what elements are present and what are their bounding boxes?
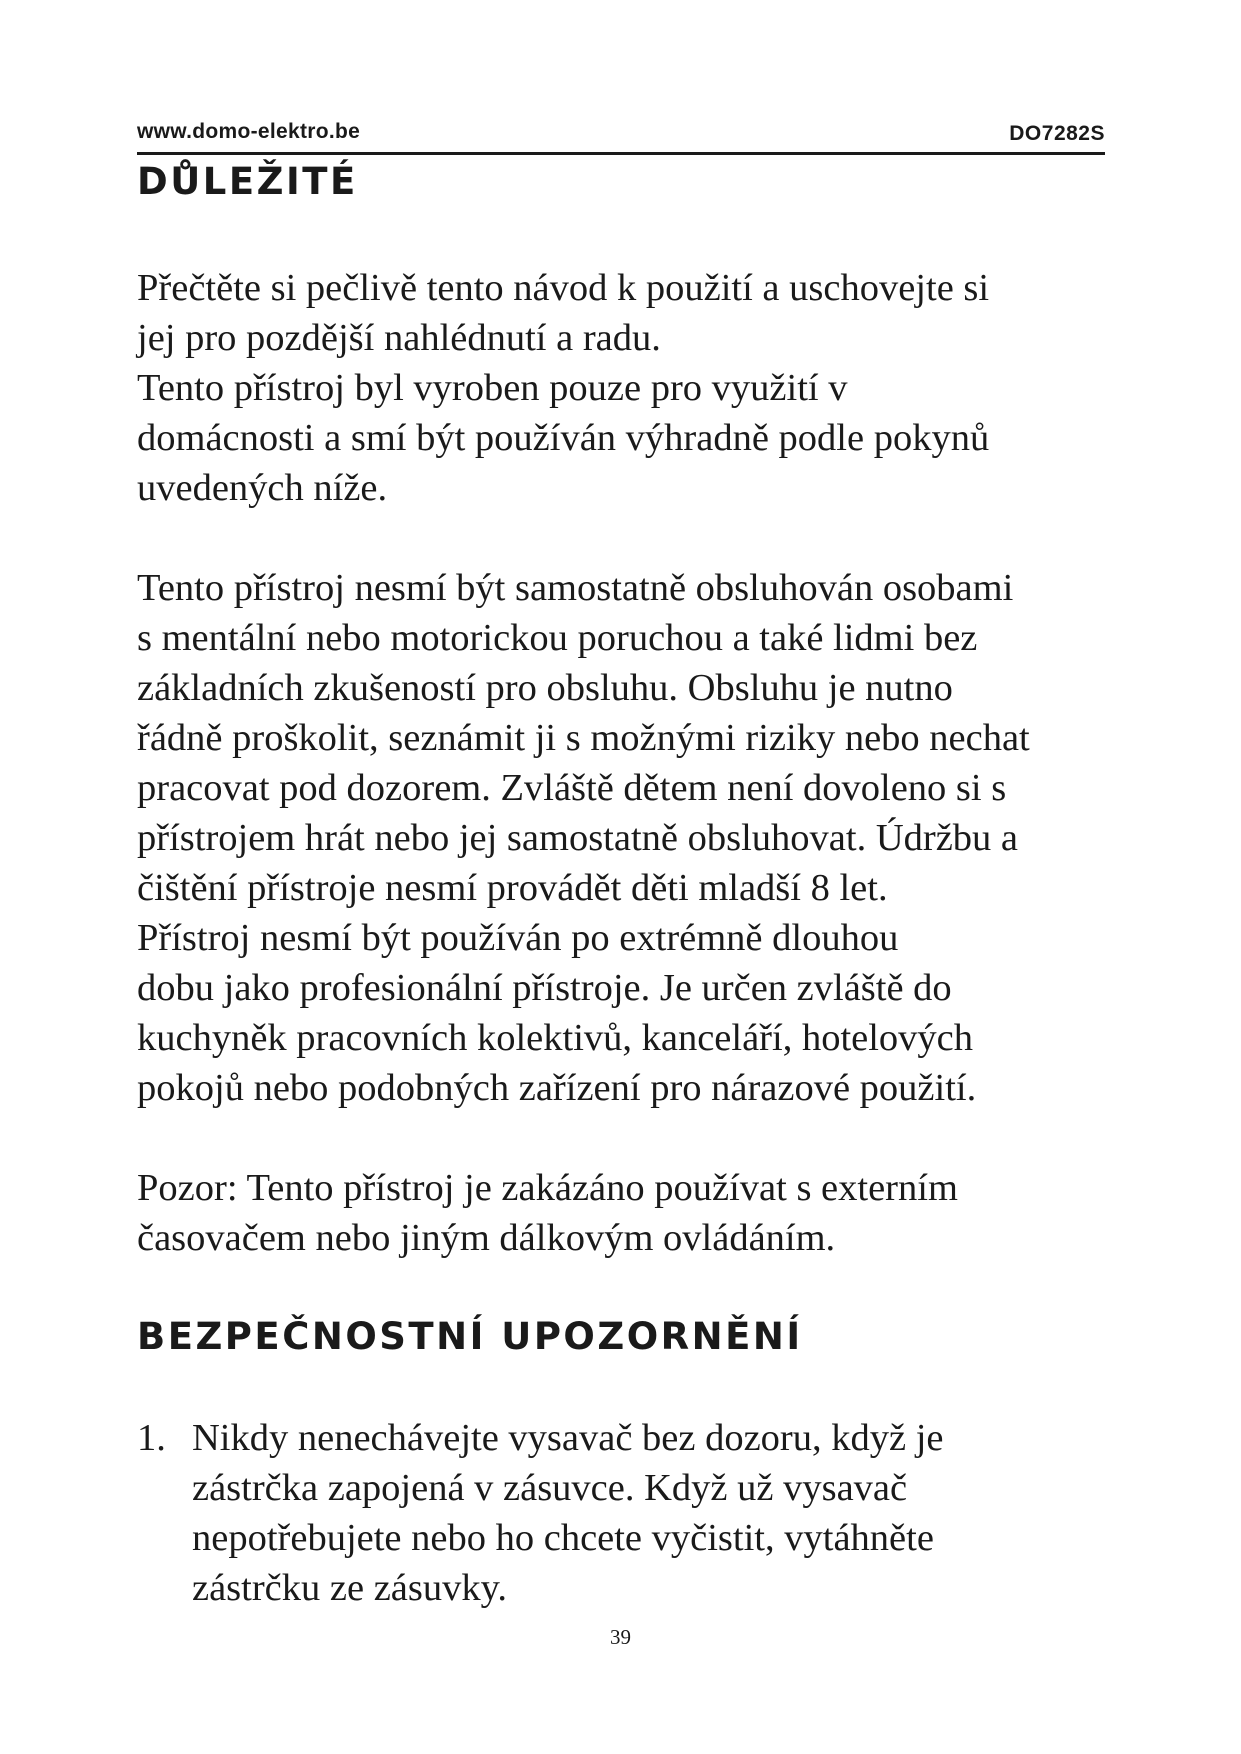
list-item-number: 1. bbox=[137, 1417, 166, 1459]
text-line: uvedených níže. bbox=[137, 467, 388, 509]
text-line: pracovat pod dozorem. Zvláště dětem není dovoleno si s bbox=[137, 767, 1007, 809]
text-line: Přečtěte si pečlivě tento návod k použití a uschovejte si bbox=[137, 267, 990, 309]
text-line: přístrojem hrát nebo jej samostatně obsluhovat. Údržbu a bbox=[137, 817, 1019, 859]
text-line: domácnosti a smí být používán výhradně podle pokynů bbox=[137, 417, 990, 459]
text-line: Pozor: Tento přístroj je zakázáno používat s externím bbox=[137, 1167, 958, 1209]
text-line: časovačem nebo jiným dálkovým ovládáním. bbox=[137, 1217, 836, 1259]
page-number: 39 bbox=[610, 1625, 631, 1649]
text-line: pokojů nebo podobných zařízení pro nárazové použití. bbox=[137, 1067, 977, 1109]
text-line: základních zkušeností pro obsluhu. Obsluhu je nutno bbox=[137, 667, 953, 709]
section-heading-safety-warnings: BEZPEČNOSTNÍ UPOZORNĚNÍ bbox=[137, 1315, 803, 1358]
text-line: dobu jako profesionální přístroje. Je určen zvláště do bbox=[137, 967, 952, 1009]
text-line: zástrčku ze zásuvky. bbox=[192, 1567, 507, 1609]
text-line: čištění přístroje nesmí provádět děti mladší 8 let. bbox=[137, 867, 888, 909]
paragraph-instructions bbox=[137, 263, 1117, 513]
text-line: Tento přístroj byl vyroben pouze pro využití v bbox=[137, 367, 848, 409]
paragraph-warning bbox=[137, 1163, 1117, 1263]
safety-list bbox=[137, 1413, 944, 1613]
section-heading-important: DŮLEŽITÉ bbox=[137, 160, 358, 203]
text-line: kuchyněk pracovních kolektivů, kanceláří, hotelových bbox=[137, 1017, 974, 1059]
model-number: DO7282S bbox=[1009, 122, 1105, 145]
text-line: Přístroj nesmí být používán po extrémně dlouhou bbox=[137, 917, 899, 959]
text-line: jej pro pozdější nahlédnutí a radu. bbox=[137, 317, 661, 359]
text-line: nepotřebujete nebo ho chcete vyčistit, vytáhněte bbox=[192, 1517, 934, 1559]
text-line: s mentální nebo motorickou poruchou a také lidmi bez bbox=[137, 617, 978, 659]
text-line: řádně proškolit, seznámit ji s možnými riziky nebo nechat bbox=[137, 717, 1030, 759]
paragraph-usage-restrictions bbox=[137, 563, 1117, 1113]
page-header bbox=[137, 118, 1105, 155]
text-line: Nikdy nenechávejte vysavač bez dozoru, když je bbox=[192, 1417, 944, 1459]
list-item bbox=[137, 1413, 944, 1613]
text-line: zástrčka zapojená v zásuvce. Když už vysavač bbox=[192, 1467, 908, 1509]
website-url: www.domo-elektro.be bbox=[137, 120, 361, 143]
text-line: Tento přístroj nesmí být samostatně obsluhován osobami bbox=[137, 567, 1014, 609]
